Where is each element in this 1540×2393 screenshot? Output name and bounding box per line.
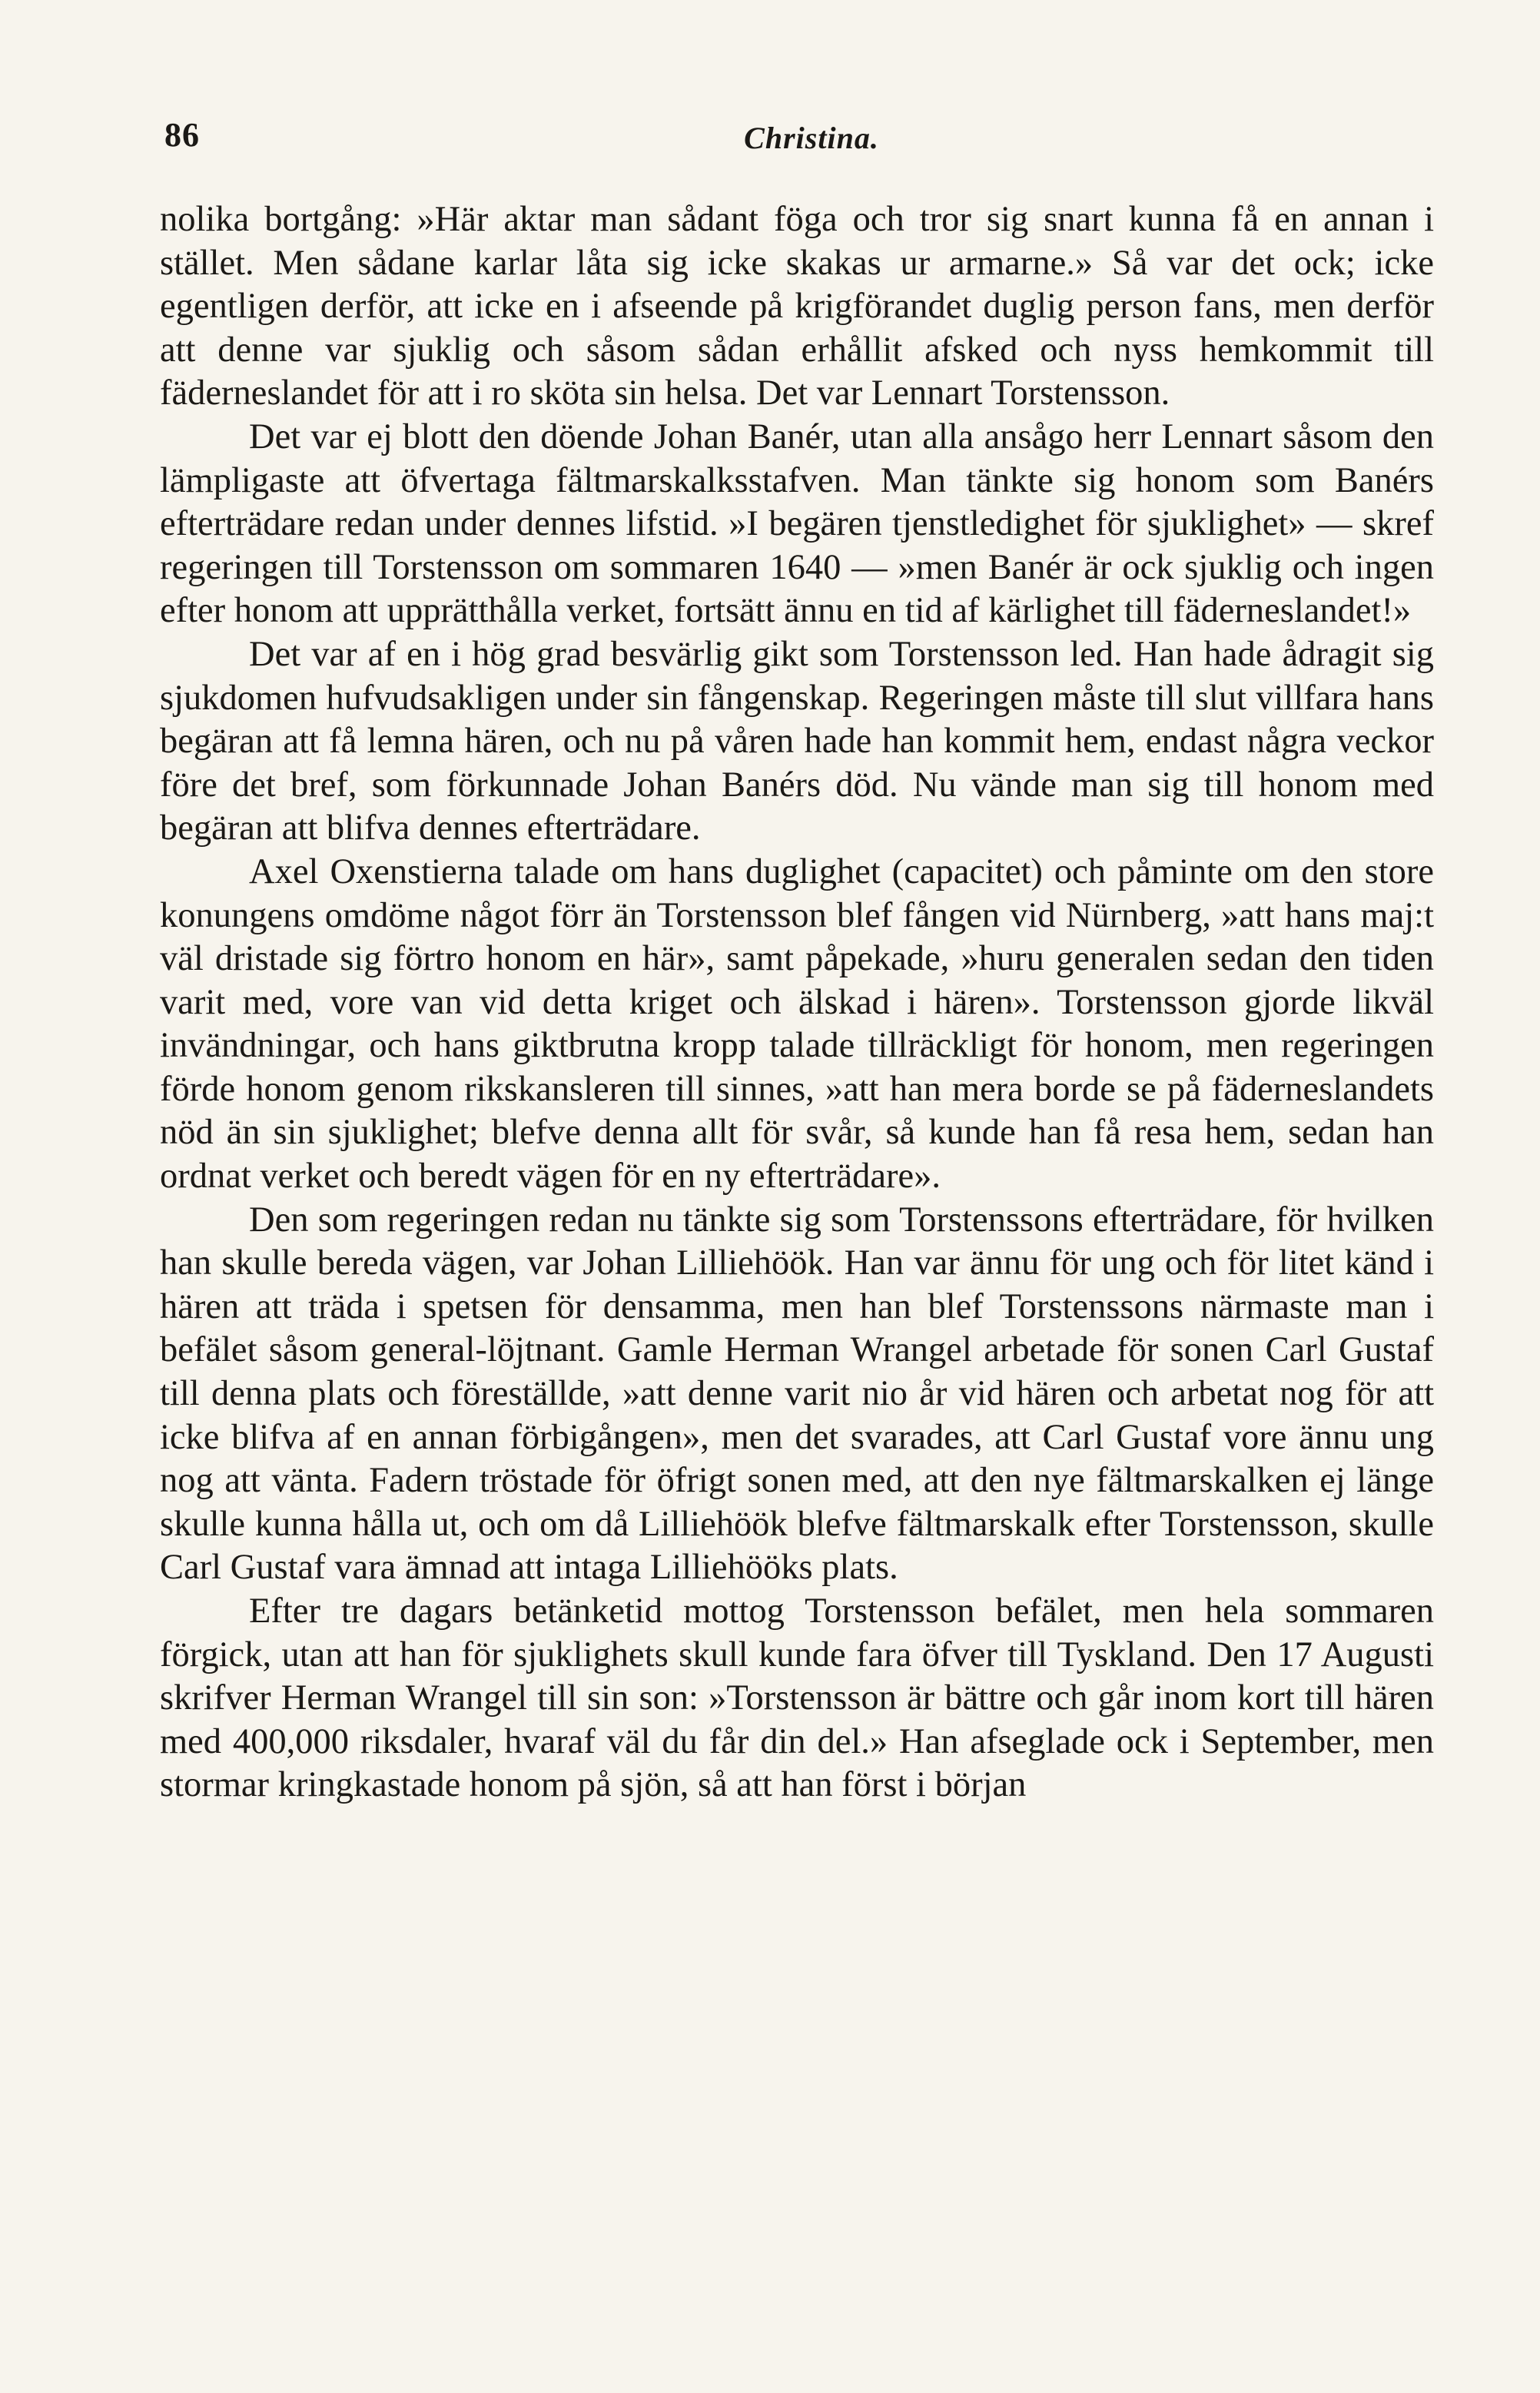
paragraph-5: Den som regeringen redan nu tänkte sig som Torstenssons efterträdare, för hvilken han skulle bereda vägen, var Johan Lilliehöök. Han var ännu för ung och för litet känd i hären att träda i spetsen för densamma, men han blef Torstenssons närmaste man i befälet såsom general-löjtnant. Gamle Herman Wrangel arbetade för sonen Carl Gustaf till denna plats och föreställde, »att denne varit nio år vid hären och arbetat nog för att icke blifva af en annan förbigången», men det svarades, att Carl Gustaf vore ännu ung nog att vänta. Fadern tröstade för öfrigt sonen med, att den nye fältmarskalken ej länge skulle kunna hålla ut, och om då Lilliehöök blefve fältmarskalk efter Torstensson, skulle Carl Gustaf vara ämnad att intaga Lilliehööks plats. xyxy=(160,1200,1434,1588)
page-header xyxy=(164,115,1459,169)
running-title: Christina. xyxy=(744,121,879,155)
paragraph-4: Axel Oxenstierna talade om hans duglighet (capacitet) och påminte om den store konungens omdöme något förr än Torstensson blef fången vid Nürnberg, »att hans maj:t väl dristade sig förtro honom en här», samt påpekade, »huru generalen sedan den tiden varit med, vore van vid detta kriget och älskad i hären». Torstensson gjorde likväl invändningar, och hans giktbrutna kropp talade tillräckligt för honom, men regeringen förde honom genom rikskansleren till sinnes, »att han mera borde se på fäderneslandets nöd än sin sjuklighet; blefve denna allt för svår, så kunde han få resa hem, sedan han ordnat verket och beredt vägen för en ny efterträdare». xyxy=(160,851,1434,1196)
paragraph-6: Efter tre dagars betänketid mottog Torstensson befälet, men hela sommaren förgick, utan att han för sjuklighets skull kunde fara öfver till Tyskland. Den 17 Augusti skrifver Herman Wrangel till sin son: »Torstensson är bättre och går inom kort till hären med 400,000 riksdaler, hvaraf väl du får din del.» Han afseglade ock i September, men stormar kringkastade honom på sjön, så att han först i början xyxy=(160,1591,1434,1805)
paragraph-2: Det var ej blott den döende Johan Banér, utan alla ansågo herr Lennart såsom den lämpligaste att öfvertaga fältmarskalksstafven. Man tänkte sig honom som Banérs efterträdare redan under dennes lifstid. »I begären tjenstledighet för sjuklighet» — skref regeringen till Torstensson om sommaren 1640 — »men Banér är ock sjuklig och ingen efter honom att upprätthålla verket, fortsätt ännu en tid af kärlighet till fäderneslandet!» xyxy=(160,417,1434,631)
body-text xyxy=(160,198,1434,1807)
paragraph-3: Det var af en i hög grad besvärlig gikt som Torstensson led. Han hade ådragit sig sjukdomen hufvudsakligen under sin fångenskap. Regeringen måste till slut villfara hans begäran att få lemna hären, och nu på våren hade han kommit hem, endast några veckor före det bref, som förkunnade Johan Banérs död. Nu vände man sig till honom med begäran att blifva dennes efterträdare. xyxy=(160,634,1434,848)
page-number: 86 xyxy=(164,116,200,154)
paragraph-1: nolika bortgång: »Här aktar man sådant föga och tror sig snart kunna få en annan i stället. Men sådane karlar låta sig icke skakas ur armarne.» Så var det ock; icke egentligen derför, att icke en i afseende på krigförandet duglig person fans, men derför att denne var sjuklig och såsom sådan erhållit afsked och nyss hemkommit till fäderneslandet för att i ro sköta sin helsa. Det var Lennart Torstensson. xyxy=(160,200,1434,413)
